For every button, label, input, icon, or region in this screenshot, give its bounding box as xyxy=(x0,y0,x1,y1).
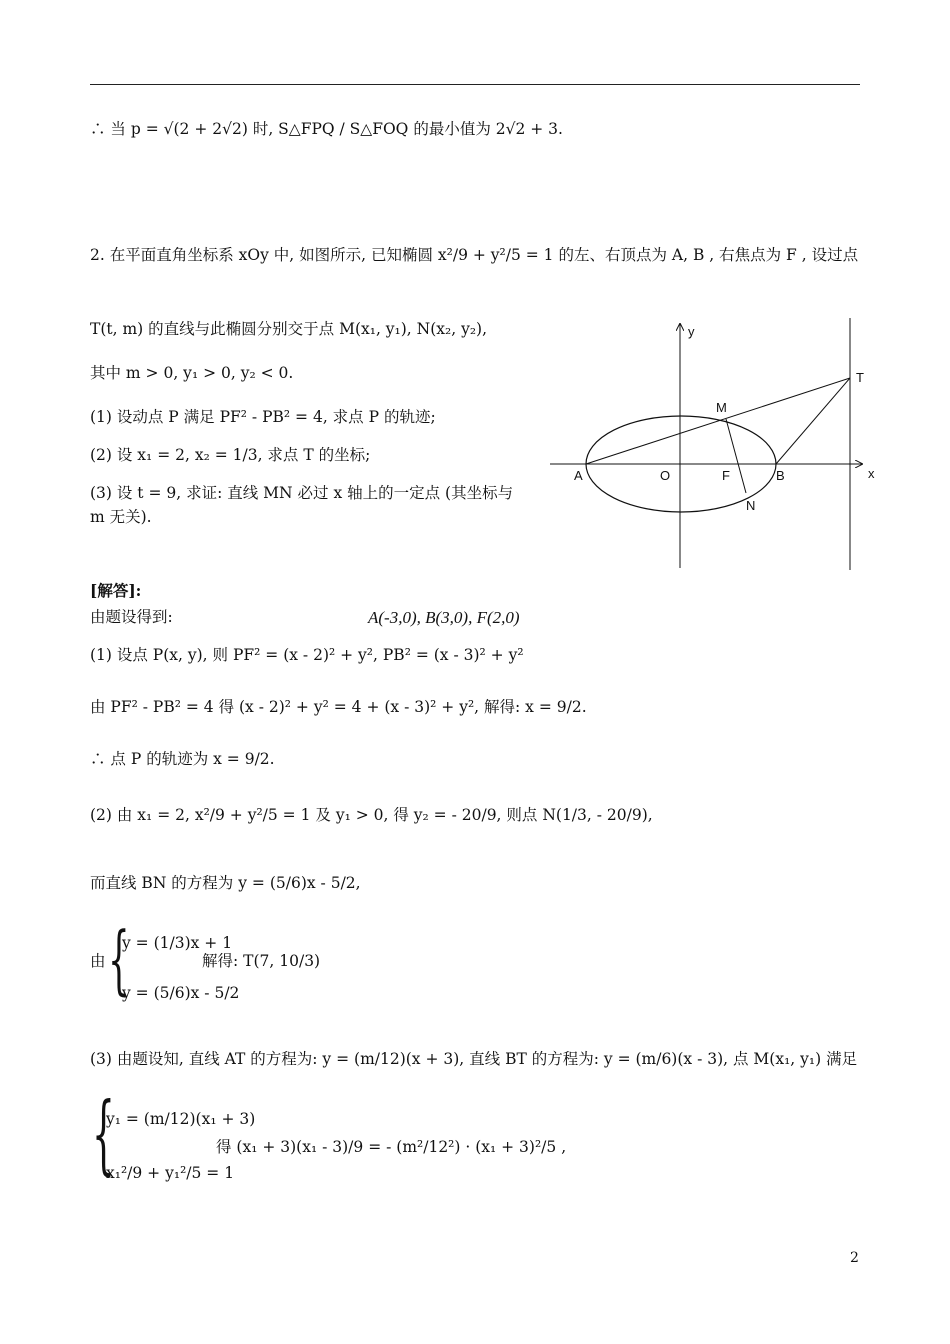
step-2-system-eq-2: y = (5/6)x - 5/2 xyxy=(122,984,240,1002)
question-3-line-2: m 无关). xyxy=(90,508,152,526)
problem-line-2: T(t, m) 的直线与此椭圆分别交于点 M(x₁, y₁), N(x₂, y₂), xyxy=(90,320,488,338)
problem-line-1: 2. 在平面直角坐标系 xOy 中, 如图所示, 已知椭圆 x²/9 + y²/5 = 1 的左、右顶点为 A, B , 右焦点为 F , 设过点 xyxy=(90,246,859,264)
label-o: O xyxy=(660,468,671,483)
label-a: A xyxy=(574,468,583,483)
line-bt xyxy=(776,378,850,464)
step-1-a: (1) 设点 P(x, y), 则 PF² = (x - 2)² + y², PB² = (x - 3)² + y² xyxy=(90,646,524,664)
given-points: A(-3,0), B(3,0), F(2,0) xyxy=(368,608,520,627)
step-3-a: (3) 由题设知, 直线 AT 的方程为: y = (m/12)(x + 3), 直线 BT 的方程为: y = (m/6)(x - 3), 点 M(x₁, y₁) 满足 xyxy=(90,1050,858,1068)
question-3-line-1: (3) 设 t = 9, 求证: 直线 MN 必过 x 轴上的一定点 (其坐标与 xyxy=(90,484,514,502)
given-label: 由题设得到: xyxy=(90,608,173,626)
label-b: B xyxy=(776,468,785,483)
line-at xyxy=(586,378,850,464)
brace-3: { xyxy=(92,1086,115,1186)
step-3-system-eq-1: y₁ = (m/12)(x₁ + 3) xyxy=(106,1110,256,1128)
brace-2: { xyxy=(108,917,130,1006)
label-x: x xyxy=(868,466,875,481)
solution-heading: [解答]: xyxy=(90,581,142,600)
header-rule xyxy=(90,84,860,85)
step-2-result: 解得: T(7, 10/3) xyxy=(202,952,321,970)
step-2-system-prefix: 由 xyxy=(90,952,106,970)
question-1: (1) 设动点 P 满足 PF² - PB² = 4, 求点 P 的轨迹; xyxy=(90,408,436,426)
step-3-system-eq-2: x₁²/9 + y₁²/5 = 1 xyxy=(106,1164,235,1182)
step-1-c: ∴ 点 P 的轨迹为 x = 9/2. xyxy=(90,750,275,768)
label-y: y xyxy=(688,324,695,339)
ellipse-figure xyxy=(550,318,880,573)
label-m: M xyxy=(716,400,727,415)
conclusion-line: ∴ 当 p = √(2 + 2√2) 时, S△FPQ / S△FOQ 的最小值为 2√2 + 3. xyxy=(90,120,563,138)
problem-line-3: 其中 m > 0, y₁ > 0, y₂ < 0. xyxy=(90,364,294,382)
step-2-a: (2) 由 x₁ = 2, x²/9 + y²/5 = 1 及 y₁ > 0, 得 y₂ = - 20/9, 则点 N(1/3, - 20/9), xyxy=(90,806,653,824)
label-t: T xyxy=(856,370,864,385)
step-2-system-eq-1: y = (1/3)x + 1 xyxy=(122,934,233,952)
step-1-b: 由 PF² - PB² = 4 得 (x - 2)² + y² = 4 + (x - 3)² + y², 解得: x = 9/2. xyxy=(90,698,587,716)
step-3-result: 得 (x₁ + 3)(x₁ - 3)/9 = - (m²/12²) · (x₁ + 3)²/5 , xyxy=(216,1138,567,1156)
step-2-b: 而直线 BN 的方程为 y = (5/6)x - 5/2, xyxy=(90,874,361,892)
question-2: (2) 设 x₁ = 2, x₂ = 1/3, 求点 T 的坐标; xyxy=(90,446,371,464)
page-number: 2 xyxy=(850,1250,859,1266)
label-n: N xyxy=(746,498,756,513)
label-f: F xyxy=(722,468,730,483)
